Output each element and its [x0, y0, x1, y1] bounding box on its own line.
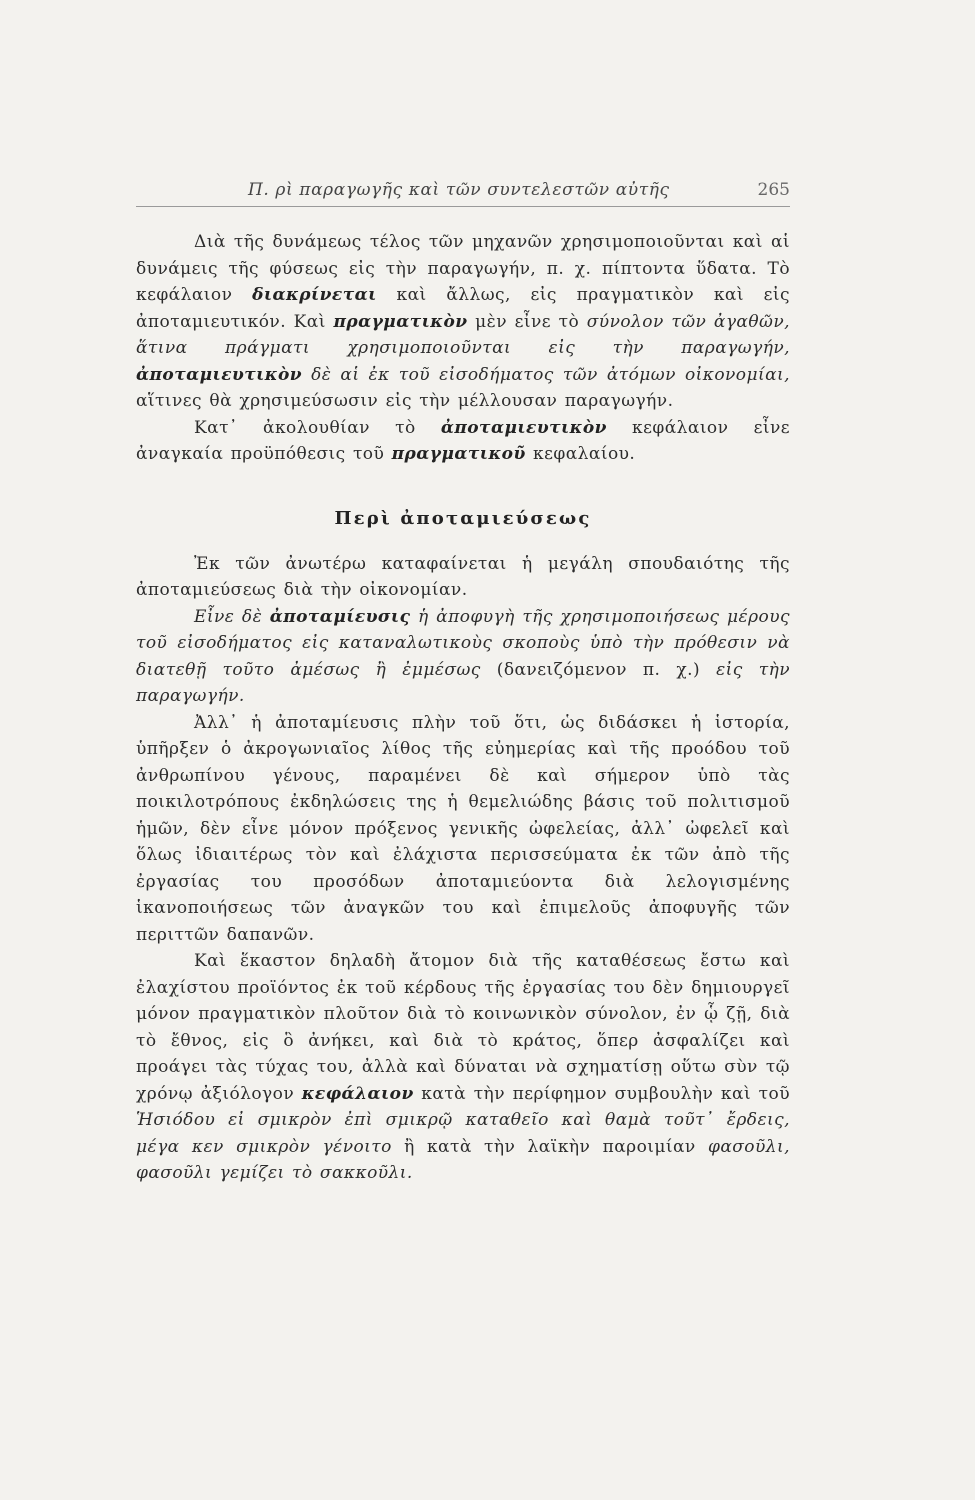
- italic-text: Εἶνε δὲ: [194, 606, 263, 627]
- text-run: Ἐκ τῶν ἀνωτέρω καταφαίνεται ἡ μεγάλη σπουδαιότης τῆς ἀποταμιεύσεως διὰ τὴν οἰκονομίαν.: [136, 553, 790, 600]
- emphasis-term: κεφάλαιον: [301, 1083, 414, 1104]
- text-run: Διὰ τῆς δυνάμεως τέλος τῶν μηχανῶν χρησιμοποιοῦνται καὶ αἱ δυνάμεις τῆς φύσεως εἰς τὴν παραγωγήν, π. χ. πίπτοντα ὕδατα. Τὸ κεφάλαιον: [136, 232, 790, 305]
- paragraph: [136, 604, 790, 710]
- italic-text: δὲ αἱ ἐκ τοῦ εἰσοδήματος τῶν ἀτόμων οἰκονομίαι,: [311, 364, 791, 385]
- paragraph: [136, 229, 790, 415]
- italic-text: ἡ ἀποφυγὴ τῆς χρησιμοποιήσεως μέρους τοῦ εἰσοδήματος εἰς καταναλωτικοὺς σκοποὺς ὑπὸ τὴν πρόθεσιν νὰ διατεθῇ τοῦτο ἀμέσως ἢ ἐμμέσως: [136, 606, 790, 680]
- text-run: (δανειζόμενον π. χ.): [480, 659, 717, 680]
- emphasis-term: ἀποταμιευτικὸν: [136, 364, 303, 385]
- text-run: Κατ᾿ ἀκολουθίαν τὸ: [194, 417, 441, 438]
- header-rule: [136, 206, 790, 207]
- emphasis-term: ἀποταμίευσις: [269, 606, 411, 627]
- body-text: [136, 229, 790, 1187]
- text-run: [262, 607, 270, 627]
- text-run: Ἀλλ᾿ ἡ ἀποταμίευσις πλὴν τοῦ ὅτι, ὡς διδάσκει ἡ ἱστορία, ὑπῆρξεν ὁ ἀκρογωνιαῖος λίθος τῆς εὐημερίας καὶ τῆς προόδου τοῦ ἀνθρωπίνου γένους, παραμένει δὲ καὶ σήμερον ὑπὸ τὰς ποικιλοτρόπους ἐκδηλώσεις της ἡ θεμελιώδης βάσις τοῦ πολιτισμοῦ ἡμῶν, δὲν εἶνε μόνον πρόξενος γενικῆς ὠφελείας, ἀλλ᾿ ὠφελεῖ καὶ ὅλως ἰδιαιτέρως τὸν καὶ ἐλάχιστα περισσεύματα ἐκ τῶν ἀπὸ τῆς ἐργασίας του προσόδων ἀποταμιεύοντα διὰ λελογισμένης ἱκανοποιήσεως τῶν ἀναγκῶν του καὶ ἐπιμελοῦς ἀποφυγῆς τῶν περιττῶν δαπανῶν.: [136, 712, 790, 945]
- section-heading: Περὶ ἀποταμιεύσεως: [334, 507, 592, 529]
- paragraph: [136, 551, 790, 604]
- running-head-title: Π. ρὶ παραγωγῆς καὶ τῶν συντελεστῶν αὐτῆς: [248, 180, 670, 200]
- paragraph: [136, 415, 790, 468]
- text-run: Καὶ ἕκαστον δηλαδὴ ἄτομον διὰ τῆς καταθέσεως ἔστω καὶ ἐλαχίστου προϊόντος ἐκ τοῦ κέρδους τῆς ἐργασίας του δὲν δημιουργεῖ μόνον πραγματικὸν πλοῦτον διὰ τὸ κοινωνικὸν σύνολον, ἐν ᾧ ζῇ, διὰ τὸ ἔθνος, εἰς ὃ ἀνήκει, καὶ διὰ τὸ κράτος, ὅπερ ἀσφαλίζει καὶ προάγει τὰς τύχας του, ἀλλὰ καὶ δύναται νὰ σχηματίσῃ οὕτω σὺν τῷ χρόνῳ ἀξιόλογον: [136, 951, 790, 1104]
- paragraph: [136, 710, 790, 949]
- emphasis-term: διακρίνεται: [252, 285, 377, 305]
- text-run: καὶ ἄλλως, εἰς πραγματικὸν καὶ εἰς ἀποταμιευτικόν. Καὶ: [136, 285, 790, 332]
- emphasis-term: ἀποταμιευτικὸν: [440, 417, 607, 438]
- italic-text: σύνολον τῶν ἀγαθῶν, ἅτινα πράγματι χρησιμοποιοῦνται εἰς τὴν παραγωγήν,: [136, 311, 790, 358]
- text-run: κεφαλαίου.: [525, 444, 636, 464]
- text-run: ἢ κατὰ τὴν λαϊκὴν παροιμίαν: [391, 1136, 708, 1157]
- text-run: [302, 365, 311, 385]
- text-run: μὲν εἶνε τὸ: [467, 311, 587, 332]
- emphasis-term: πραγματικὸν: [333, 311, 468, 332]
- emphasis-term: πραγματικοῦ: [391, 444, 526, 464]
- text-run: κεφάλαιον εἶνε ἀναγκαία προϋπόθεσις τοῦ: [136, 417, 790, 464]
- italic-text: εἰς τὴν παραγωγήν.: [136, 659, 790, 706]
- paragraph: [136, 948, 790, 1187]
- text-run: κατὰ τὴν περίφημον συμβουλὴν καὶ τοῦ: [413, 1083, 790, 1104]
- italic-text: Ἡσιόδου εἰ σμικρὸν ἐπὶ σμικρῷ καταθεῖο καὶ θαμὰ τοῦτ᾿ ἔρδεις, μέγα κεν σμικρὸν γένοιτο: [136, 1110, 790, 1157]
- italic-text: φασοῦλι, φασοῦλι γεμίζει τὸ σακκοῦλι.: [136, 1136, 790, 1183]
- book-page: [136, 176, 790, 1187]
- text-run: αἵτινες θὰ χρησιμεύσωσιν εἰς τὴν μέλλουσαν παραγωγήν.: [136, 391, 674, 411]
- text-run: [410, 607, 418, 627]
- page-number: 265: [757, 180, 790, 200]
- running-head: [136, 176, 790, 204]
